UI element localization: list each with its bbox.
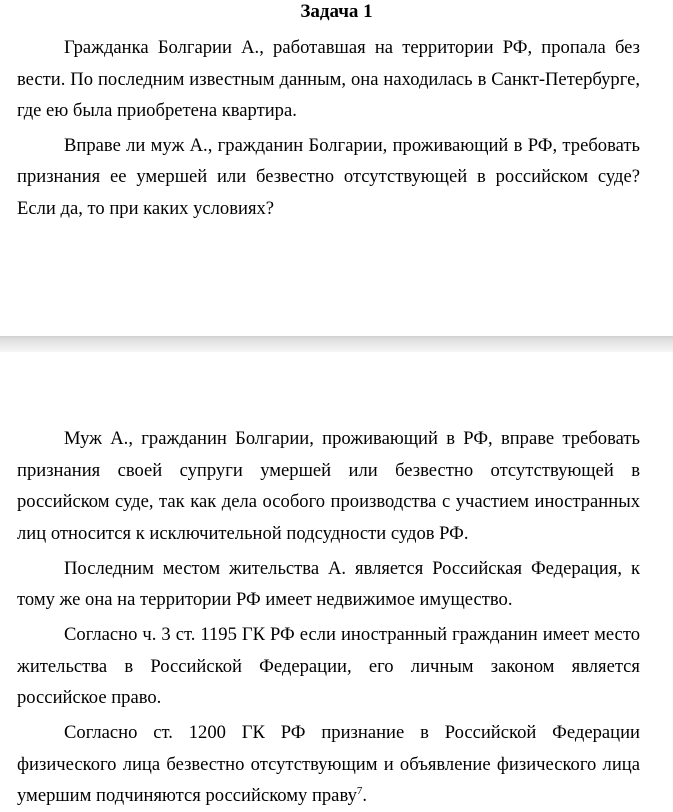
answer-paragraph-4 <box>17 717 640 812</box>
answer-paragraph-4-text: Согласно ст. 1200 ГК РФ признание в Российской Федерации физического лица безвестно отсутствующим и объявление физического лица умершим подчиняются российскому праву <box>17 722 640 806</box>
task-paragraph-2: Вправе ли муж А., гражданин Болгарии, проживающий в РФ, требовать признания ее умершей или безвестно отсутствующей в российском суде? Если да, то при каких условиях? <box>17 134 640 219</box>
answer-paragraph-3: Согласно ч. 3 ст. 1195 ГК РФ если иностранный гражданин имеет место жительства в Российской Федерации, его личным законом является российское право. <box>17 624 640 708</box>
page-separator <box>0 336 673 352</box>
answer-paragraph-4-end: . <box>362 785 368 806</box>
task-text <box>17 32 640 227</box>
page-bottom <box>0 352 673 809</box>
answer-text <box>17 423 640 812</box>
answer-paragraph-2: Последним местом жительства А. является Российская Федерация, к тому же она на территории РФ имеет недвижимое имущество. <box>17 557 640 610</box>
footnote-mark[interactable]: 7 <box>356 784 363 797</box>
answer-paragraph-1: Муж А., гражданин Болгарии, проживающий в РФ, вправе требовать признания своей супруги умершей или безвестно отсутствующей в российском суде, так как дела особого производства с участием иностранных лиц относится к исключительной подсудности судов РФ. <box>17 428 640 544</box>
task-title: Задача 1 <box>300 1 373 22</box>
task-paragraph-1: Гражданка Болгарии А., работавшая на территории РФ, пропала без вести. По последним известным данным, она находилась в Санкт-Петербурге, где ею была приобретена квартира. <box>17 37 640 121</box>
page-top <box>0 0 673 336</box>
